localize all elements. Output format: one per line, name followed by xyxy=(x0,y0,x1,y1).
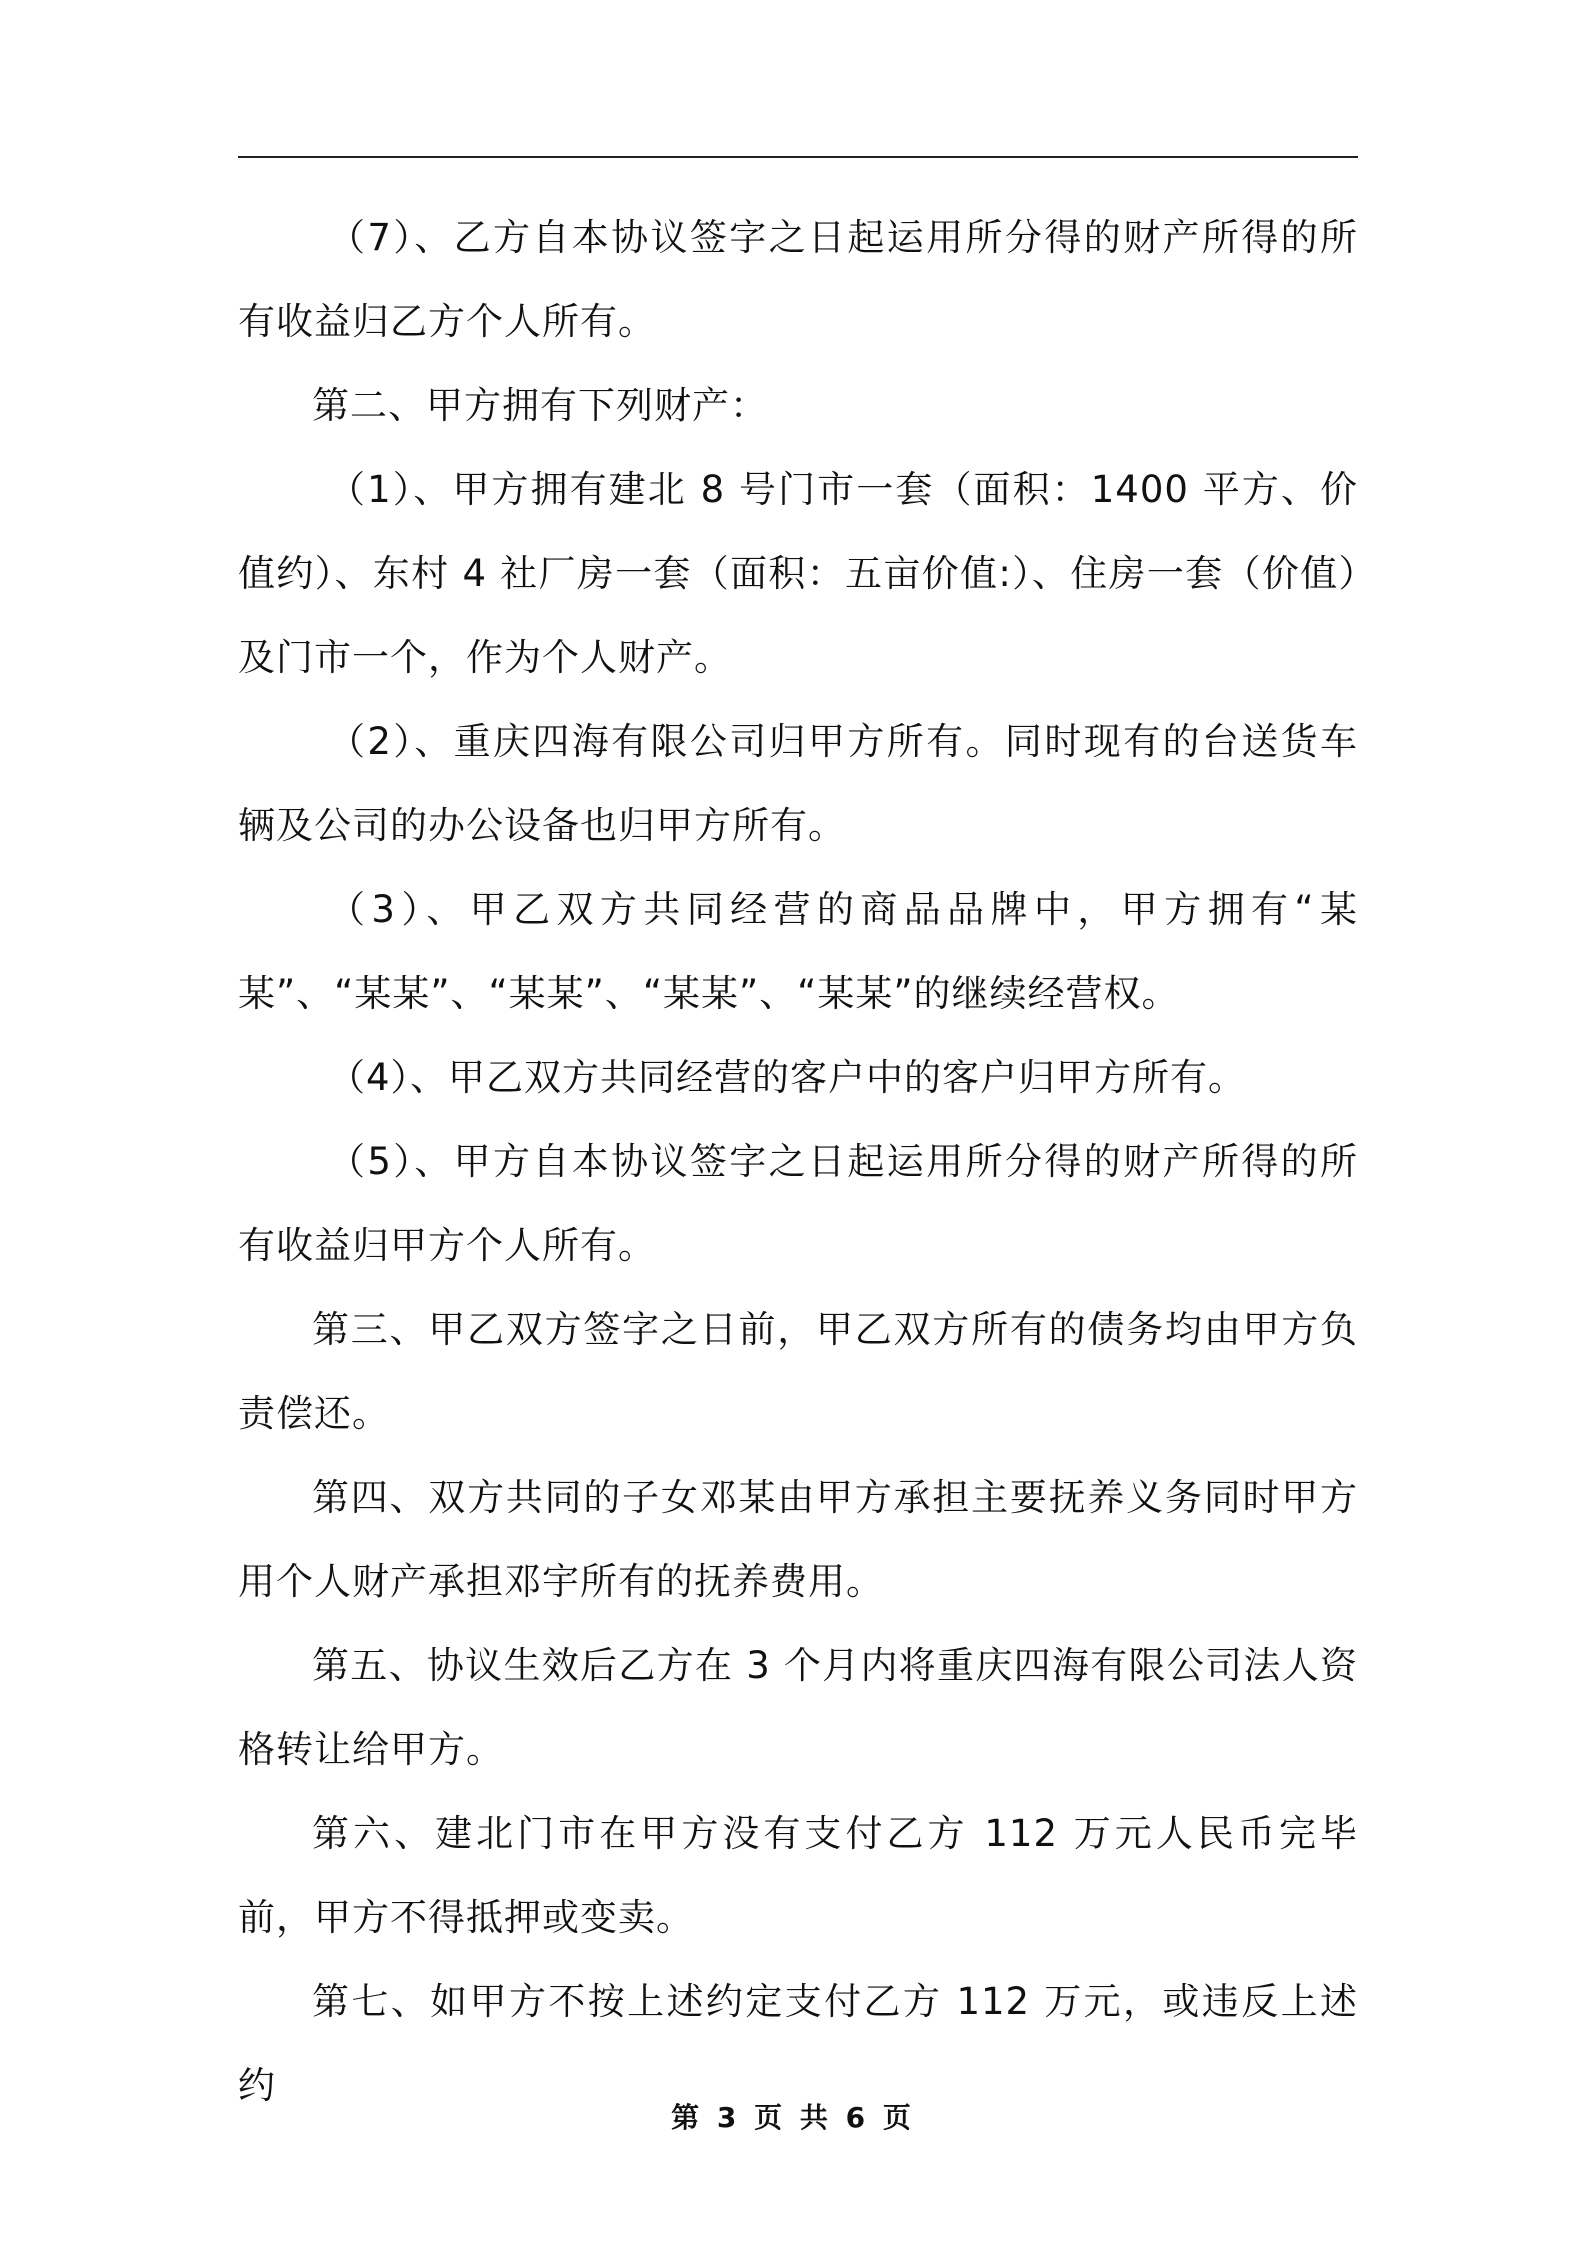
paragraph-clause-6: 第六、建北门市在甲方没有支付乙方 112 万元人民币完毕前，甲方不得抵押或变卖。 xyxy=(238,1812,1358,1939)
paragraph-item-1: （1）、甲方拥有建北 8 号门市一套（面积：1400 平方、价值约）、东村 4 社厂房一套（面积：五亩价值:）、住房一套（价值）及门市一个，作为个人财产。 xyxy=(238,468,1358,679)
paragraph-item-4: （4）、甲乙双方共同经营的客户中的客户归甲方所有。 xyxy=(328,1056,1247,1099)
paragraph-item-2: （2）、重庆四海有限公司归甲方所有。同时现有的台送货车辆及公司的办公设备也归甲方所有。 xyxy=(238,720,1358,847)
paragraph-clause-3: 第三、甲乙双方签字之日前，甲乙双方所有的债务均由甲方负责偿还。 xyxy=(238,1308,1358,1435)
paragraph-clause-7: 第七、如甲方不按上述约定支付乙方 112 万元，或违反上述约 xyxy=(238,1980,1358,2107)
paragraph-clause-5: 第五、协议生效后乙方在 3 个月内将重庆四海有限公司法人资格转让给甲方。 xyxy=(238,1644,1358,1771)
paragraph-item-3: （3）、甲乙双方共同经营的商品品牌中，甲方拥有“某某”、“某某”、“某某”、“某某”、“某某”的继续经营权。 xyxy=(238,888,1358,1015)
paragraph-clause-4: 第四、双方共同的子女邓某由甲方承担主要抚养义务同时甲方用个人财产承担邓宇所有的抚养费用。 xyxy=(238,1476,1358,1603)
document-body xyxy=(238,196,1358,2128)
header-rule xyxy=(238,156,1358,158)
page-number: 第 3 页 共 6 页 xyxy=(671,2101,915,2134)
paragraph-clause-2: 第二、甲方拥有下列财产： xyxy=(312,384,768,427)
paragraph-item-5: （5）、甲方自本协议签字之日起运用所分得的财产所得的所有收益归甲方个人所有。 xyxy=(238,1140,1358,1267)
paragraph-item-7: （7）、乙方自本协议签字之日起运用所分得的财产所得的所有收益归乙方个人所有。 xyxy=(238,216,1358,343)
